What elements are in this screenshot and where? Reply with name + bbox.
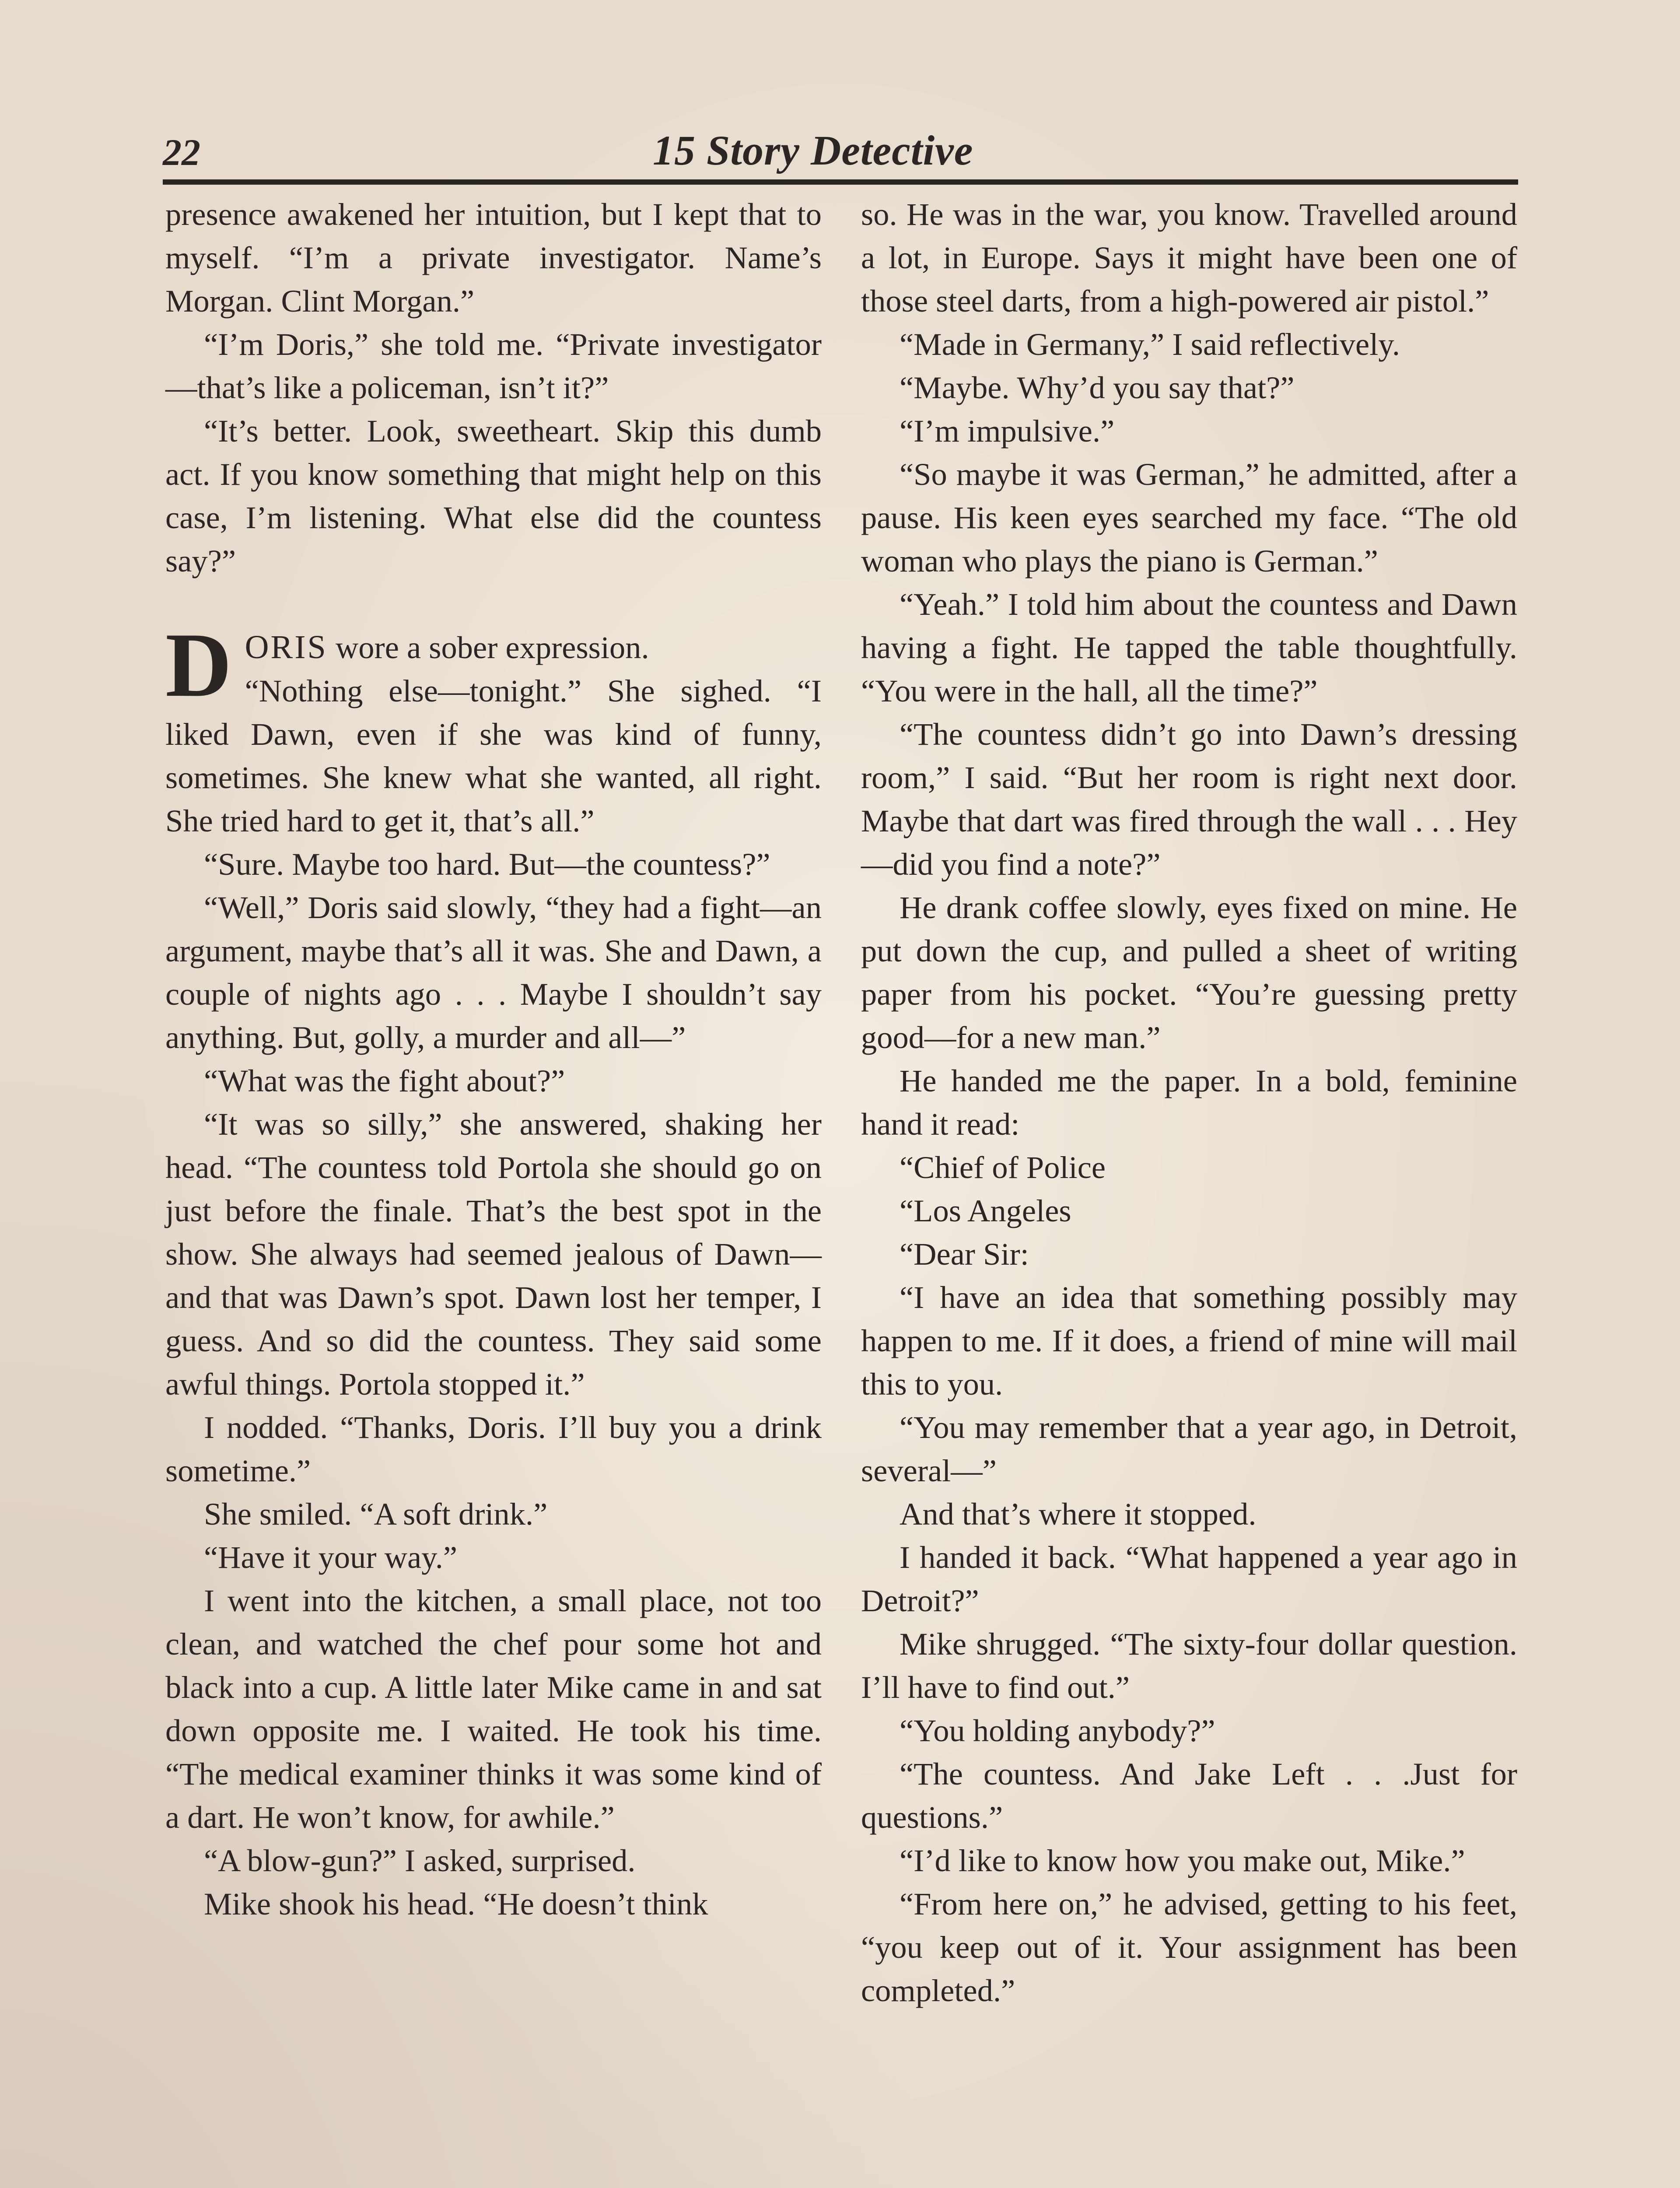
- paragraph: “Chief of Police: [900, 1150, 1106, 1185]
- paragraph: I went into the kitchen, a small place, not too clean, and watched the chef pour some hot and black into a cup. A little later Mike came in and sat down opposite me. I waited. He took his time. “The medical examiner thinks it was some kind of a dart. He won’t know, for awhile.”: [165, 1583, 822, 1835]
- paragraph: Mike shook his head. “He doesn’t think: [204, 1886, 708, 1922]
- section-opening-paragraph: [165, 614, 822, 842]
- paragraph: And that’s where it stopped.: [900, 1496, 1256, 1532]
- paragraph: I nodded. “Thanks, Doris. I’ll buy you a drink sometime.”: [165, 1410, 822, 1488]
- drop-cap-smallcaps: ORIS: [245, 629, 328, 666]
- paragraph: “What was the fight about?”: [204, 1063, 565, 1098]
- paragraph: “Maybe. Why’d you say that?”: [900, 370, 1295, 405]
- paragraph: “From here on,” he advised, getting to his feet, “you keep out of it. Your assignment has been completed.”: [861, 1886, 1517, 2008]
- paragraph: “It’s better. Look, sweetheart. Skip this dumb act. If you know something that might help on this case, I’m listening. What else did the countess say?”: [165, 413, 822, 579]
- left-column: [165, 193, 822, 1925]
- paragraph: “You may remember that a year ago, in Detroit, several—”: [861, 1410, 1517, 1488]
- paragraph: “Made in Germany,” I said reflectively.: [900, 326, 1400, 362]
- paragraph: “So maybe it was German,” he admitted, after a pause. His keen eyes searched my face. “The old woman who plays the piano is German.”: [861, 456, 1517, 579]
- paragraph: “The countess. And Jake Left . . .Just for questions.”: [861, 1756, 1517, 1835]
- paragraph: “Well,” Doris said slowly, “they had a fight—an argument, maybe that’s all it was. She and Dawn, a couple of nights ago . . . Maybe I shouldn’t say anything. But, golly, a murder and all—”: [165, 890, 822, 1055]
- right-column: [861, 193, 1517, 2012]
- paragraph: “Los Angeles: [900, 1193, 1071, 1228]
- paragraph: He handed me the paper. In a bold, feminine hand it read:: [861, 1063, 1517, 1142]
- paragraph: “You holding anybody?”: [900, 1713, 1215, 1748]
- paragraph: “The countess didn’t go into Dawn’s dressing room,” I said. “But her room is right next door. Maybe that dart was fired through the wall . . . Hey—did you find a note?”: [861, 716, 1517, 882]
- paragraph: “Yeah.” I told him about the countess and Dawn having a fight. He tapped the table thoughtfully. “You were in the hall, all the time?”: [861, 586, 1517, 708]
- page-number: 22: [163, 131, 200, 173]
- paragraph: “It was so silly,” she answered, shaking her head. “The countess told Portola she should go on just before the finale. That’s the best spot in the show. She always had seemed jealous of Dawn—and that was Dawn’s spot. Dawn lost her temper, I guess. And so did the countess. They said some awful things. Portola stopped it.”: [165, 1106, 822, 1402]
- paragraph: “I have an idea that something possibly may happen to me. If it does, a friend of mine will mail this to you.: [861, 1280, 1517, 1402]
- paragraph: He drank coffee slowly, eyes fixed on mine. He put down the cup, and pulled a sheet of writing paper from his pocket. “You’re guessing pretty good—for a new man.”: [861, 890, 1517, 1055]
- paragraph: so. He was in the war, you know. Travelled around a lot, in Europe. Says it might have been one of those steel darts, from a high-powered air pistol.”: [861, 196, 1517, 319]
- paragraph: “I’m impulsive.”: [900, 413, 1115, 449]
- paragraph: presence awakened her intuition, but I kept that to myself. “I’m a private investigator. Name’s Morgan. Clint Morgan.”: [165, 196, 822, 319]
- paragraph-continuation: “Nothing else—tonight.” She sighed. “I liked Dawn, even if she was kind of funny, sometimes. She knew what she wanted, all right. She tried hard to get it, that’s all.”: [165, 673, 822, 838]
- paragraph: “Have it your way.”: [204, 1539, 458, 1575]
- paragraph: I handed it back. “What happened a year ago in Detroit?”: [861, 1539, 1517, 1618]
- page-header: [163, 123, 1518, 185]
- paragraph: “Sure. Maybe too hard. But—the countess?”: [204, 846, 770, 882]
- drop-cap: D: [165, 614, 232, 716]
- paragraph: “A blow-gun?” I asked, surprised.: [204, 1843, 636, 1878]
- paragraph: She smiled. “A soft drink.”: [204, 1496, 548, 1532]
- running-title: 15 Story Detective: [653, 127, 973, 174]
- paragraph: “Dear Sir:: [900, 1236, 1029, 1272]
- drop-cap-lead: wore a sober expression.: [327, 630, 649, 665]
- paragraph: “I’d like to know how you make out, Mike.”: [900, 1843, 1465, 1878]
- paragraph: “I’m Doris,” she told me. “Private investigator—that’s like a policeman, isn’t it?”: [165, 326, 822, 405]
- paragraph: Mike shrugged. “The sixty-four dollar question. I’ll have to find out.”: [861, 1626, 1517, 1705]
